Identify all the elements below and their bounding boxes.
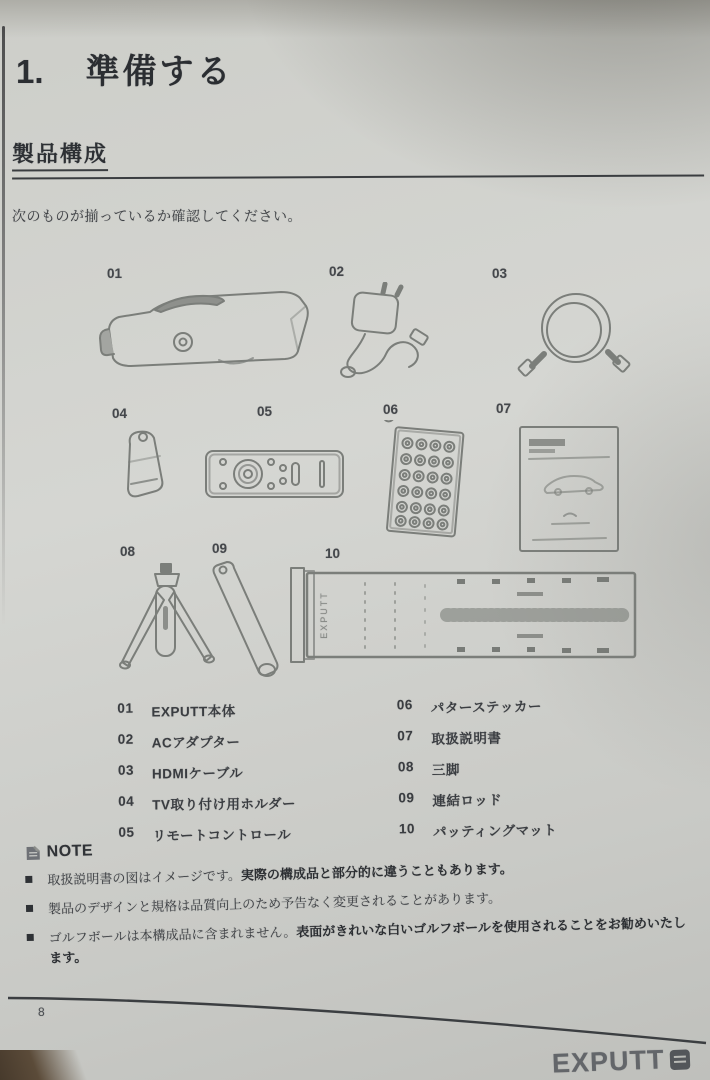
brand-badge-icon bbox=[669, 1049, 690, 1070]
camera-unit-illustration bbox=[95, 284, 320, 384]
figure-putter-sticker bbox=[383, 402, 471, 548]
sticker-sheet-illustration bbox=[383, 420, 471, 548]
list-item bbox=[117, 699, 295, 721]
figure-number: 05 bbox=[257, 404, 273, 419]
table-surface-corner bbox=[0, 1050, 130, 1080]
item-label: 連結ロッド bbox=[432, 792, 503, 809]
item-label: TV取り付け用ホルダー bbox=[152, 796, 297, 813]
figure-number: 04 bbox=[112, 406, 128, 421]
bullet-square-icon bbox=[27, 934, 34, 941]
note-bullet-text bbox=[47, 859, 513, 891]
list-item bbox=[398, 757, 556, 780]
item-number: 10 bbox=[398, 821, 416, 837]
item-number: 01 bbox=[117, 700, 134, 716]
parts-list-right bbox=[397, 695, 558, 853]
note-bullet-text bbox=[48, 889, 501, 920]
section-title: 製品構成 bbox=[12, 141, 108, 171]
page-number: 8 bbox=[38, 1005, 45, 1019]
item-label: パターステッカー bbox=[430, 698, 543, 716]
remote-control-illustration bbox=[203, 443, 348, 515]
list-item bbox=[118, 761, 296, 783]
figure-number: 10 bbox=[325, 546, 341, 561]
manual-illustration bbox=[512, 419, 627, 559]
note-text-normal: ゴルフボールは本構成品に含まれません。 bbox=[48, 924, 297, 946]
chapter-title: 準備する bbox=[85, 53, 234, 91]
note-text-bold: 実際の構成品と部分的に違うこともあります。 bbox=[240, 861, 513, 883]
bullet-square-icon bbox=[25, 876, 32, 883]
item-number: 02 bbox=[117, 731, 134, 747]
item-number: 06 bbox=[396, 697, 413, 713]
chapter-number: 1. bbox=[16, 53, 44, 90]
mat-brand-text: EXPUTT bbox=[319, 591, 329, 639]
figure-number: 08 bbox=[120, 544, 136, 559]
item-number: 08 bbox=[397, 759, 415, 775]
item-number: 07 bbox=[397, 728, 414, 744]
list-item bbox=[397, 695, 555, 718]
figure-number: 09 bbox=[212, 541, 228, 556]
figure-number: 07 bbox=[496, 401, 512, 416]
item-label: 三脚 bbox=[431, 762, 461, 778]
figure-remote-control bbox=[203, 404, 348, 515]
item-number: 03 bbox=[117, 762, 135, 778]
brand-wordmark: EXPUTT bbox=[551, 1044, 666, 1079]
figure-number: 06 bbox=[383, 402, 399, 417]
note-text-normal: 製品のデザインと規格は品質向上のため予告なく変更されることがあります。 bbox=[47, 890, 502, 917]
figure-connecting-rod bbox=[196, 541, 291, 684]
figure-user-manual bbox=[496, 401, 627, 559]
note-text-normal: 取扱説明書の図はイメージです。 bbox=[47, 867, 242, 888]
item-label: ACアダプター bbox=[151, 734, 241, 751]
figure-number: 01 bbox=[107, 266, 123, 281]
item-label: 取扱説明書 bbox=[431, 730, 502, 747]
figure-putting-mat bbox=[285, 546, 643, 667]
note-icon bbox=[24, 844, 41, 861]
rod-illustration bbox=[196, 559, 291, 684]
item-label: パッティングマット bbox=[432, 822, 558, 840]
figure-ac-adapter bbox=[325, 264, 450, 390]
intro-text: 次のものが揃っているか確認してください。 bbox=[12, 208, 302, 224]
hdmi-cable-illustration bbox=[512, 284, 642, 384]
note-text-bold: 表面がきれいな白いゴルフボールを使用されることをお勧めいたします。 bbox=[49, 915, 687, 966]
note-bullet-text bbox=[49, 913, 690, 969]
chapter-heading bbox=[16, 44, 234, 93]
page-edge-shadow bbox=[2, 26, 5, 626]
note-title: NOTE bbox=[46, 842, 94, 861]
bullet-square-icon bbox=[26, 905, 33, 912]
figure-exputt-body bbox=[95, 266, 320, 384]
figure-number: 03 bbox=[492, 266, 508, 281]
figure-number: 02 bbox=[329, 264, 345, 279]
tv-holder-illustration bbox=[112, 424, 172, 519]
list-item bbox=[397, 726, 555, 749]
item-number: 04 bbox=[118, 793, 135, 809]
note-section bbox=[24, 828, 689, 970]
figure-hdmi-cable bbox=[492, 266, 642, 384]
ac-adapter-illustration bbox=[325, 282, 450, 390]
putting-mat-illustration bbox=[285, 565, 643, 667]
figure-tv-holder bbox=[112, 406, 172, 519]
item-number: 09 bbox=[398, 790, 415, 806]
item-label: HDMIケーブル bbox=[151, 765, 244, 782]
item-number: 05 bbox=[118, 824, 135, 840]
list-item bbox=[118, 792, 296, 814]
brand-logo bbox=[551, 1043, 690, 1079]
parts-list-left bbox=[117, 699, 296, 856]
list-item bbox=[398, 788, 556, 811]
note-bullet bbox=[27, 913, 690, 969]
section-heading bbox=[12, 134, 704, 179]
item-label: リモートコントロール bbox=[152, 827, 292, 844]
list-item bbox=[118, 730, 296, 752]
item-label: EXPUTT本体 bbox=[151, 703, 236, 720]
